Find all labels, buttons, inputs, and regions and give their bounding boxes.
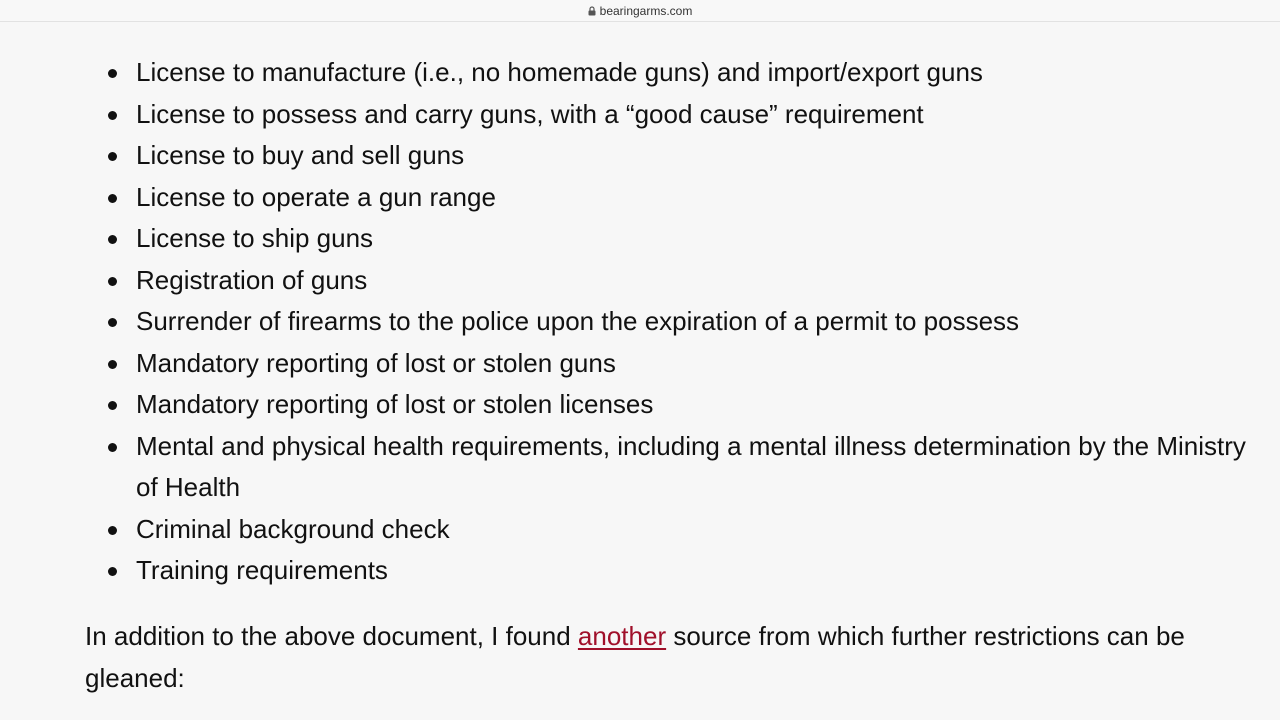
bullet-icon: [108, 152, 117, 161]
bullet-icon: [108, 235, 117, 244]
list-item-text: Surrender of firearms to the police upon the expiration of a permit to possess: [136, 306, 1020, 336]
list-item-text: Mandatory reporting of lost or stolen licenses: [136, 389, 654, 419]
list-item-text: License to manufacture (i.e., no homemade guns) and import/export guns: [136, 57, 983, 87]
list-item: [104, 94, 1264, 136]
list-item: [104, 135, 1264, 177]
bullet-icon: [108, 194, 117, 203]
bullet-icon: [108, 277, 117, 286]
restrictions-list: [104, 52, 1264, 592]
paragraph-text-after: source from which further restrictions can be gleaned:: [85, 621, 1185, 693]
list-item: [104, 301, 1264, 343]
bullet-icon: [108, 360, 117, 369]
lock-icon: [588, 6, 596, 16]
list-item-text: Mandatory reporting of lost or stolen guns: [136, 347, 616, 378]
article-content: [0, 22, 1280, 720]
bullet-icon: [108, 443, 117, 452]
bullet-icon: [108, 567, 117, 576]
address-domain: bearingarms.com: [599, 3, 693, 18]
list-item-text: Training requirements: [136, 555, 388, 585]
bullet-icon: [108, 526, 117, 535]
list-item: [104, 343, 1264, 385]
list-item: [104, 426, 1264, 509]
address-bar[interactable]: [0, 0, 1280, 22]
list-item-text: Mental and physical health requirements, including a mental illness determination by the Ministry of Health: [136, 430, 1246, 502]
another-source-link[interactable]: another: [577, 621, 667, 651]
list-item-text: License to operate a gun range: [136, 181, 496, 212]
body-paragraph: [85, 616, 1235, 699]
list-item: [104, 550, 1264, 592]
list-item: [104, 52, 1264, 94]
list-item-text: Registration of guns: [136, 264, 368, 295]
list-item: [104, 260, 1264, 302]
list-item-text: License to possess and carry guns, with a “good cause” requirement: [136, 98, 924, 129]
list-item: [104, 509, 1264, 551]
list-item: [104, 177, 1264, 219]
bullet-icon: [108, 318, 117, 327]
bullet-icon: [108, 69, 117, 78]
bullet-icon: [108, 111, 117, 120]
list-item: [104, 218, 1264, 260]
list-item-text: License to ship guns: [136, 223, 374, 253]
bullet-icon: [108, 401, 117, 410]
list-item: [104, 384, 1264, 426]
list-item-text: License to buy and sell guns: [136, 140, 465, 170]
paragraph-text-before: In addition to the above document, I found: [85, 621, 578, 651]
list-item-text: Criminal background check: [136, 513, 450, 544]
